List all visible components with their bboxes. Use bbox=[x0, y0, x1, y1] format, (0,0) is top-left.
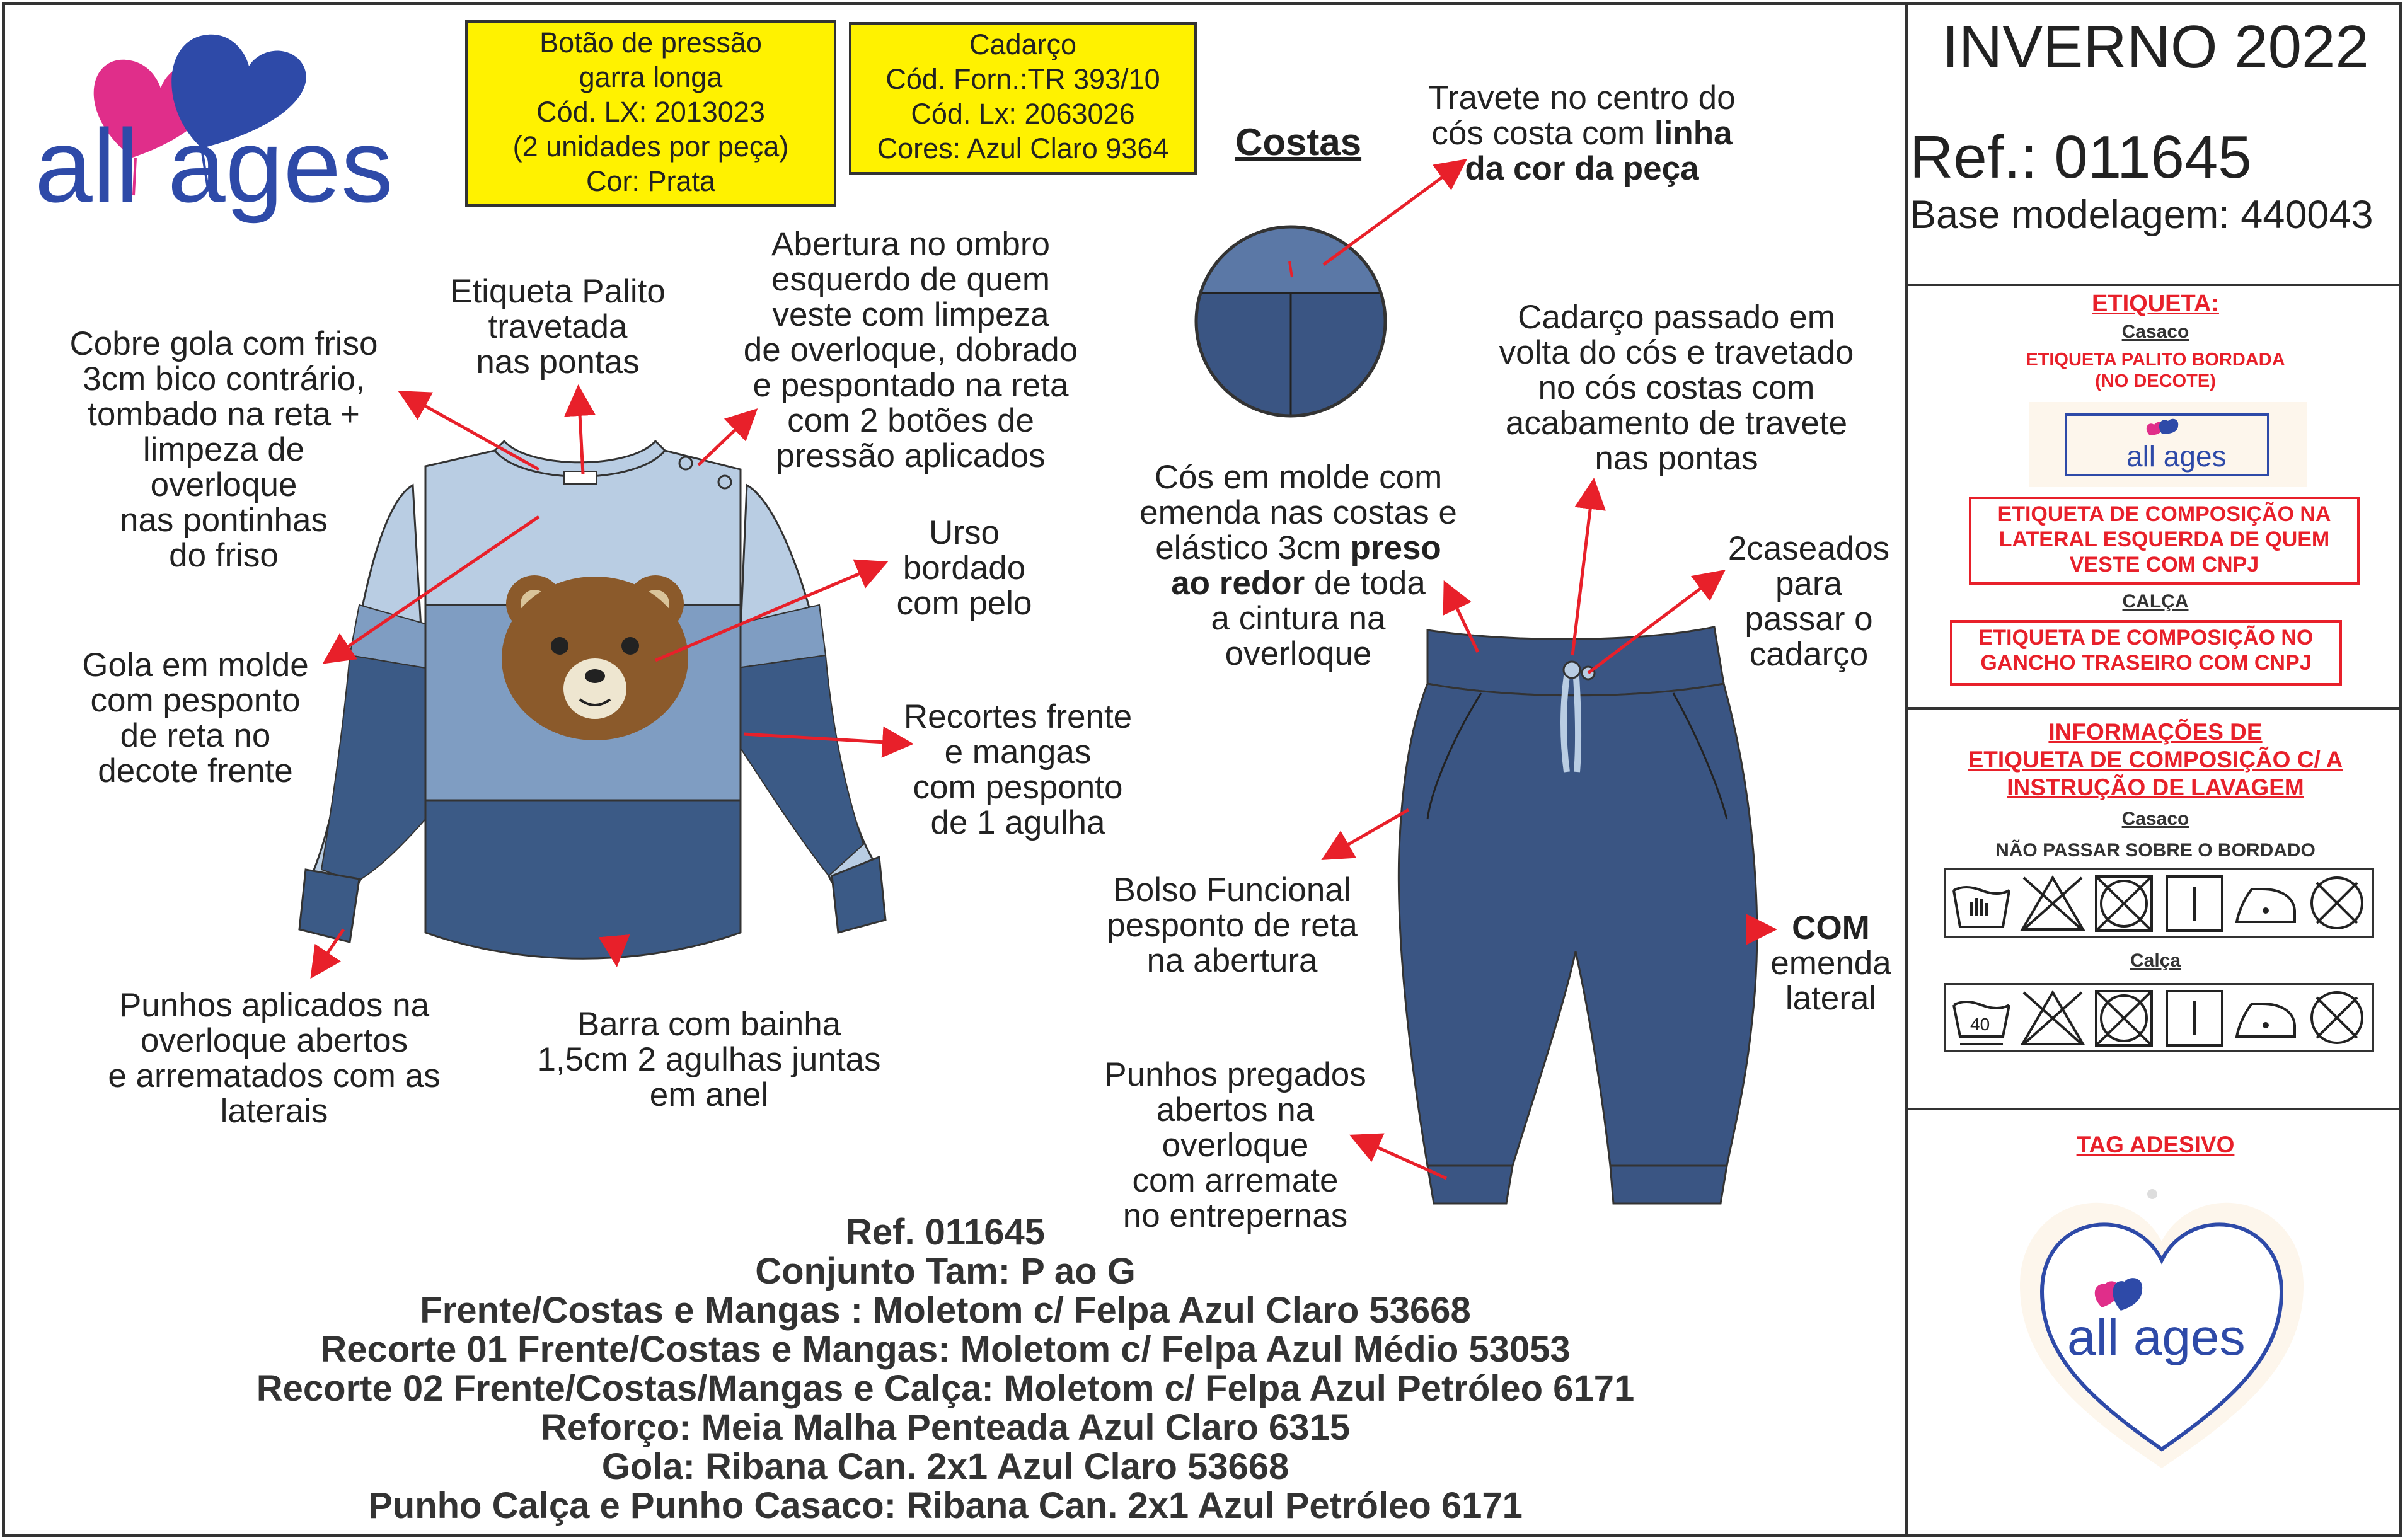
casaco-label: Casaco bbox=[2121, 321, 2189, 342]
etiqueta-palito-note: Etiqueta Palito travetada nas pontas bbox=[450, 273, 666, 381]
panel-divider-3 bbox=[1905, 1108, 2402, 1110]
spec-panel-1: Recorte 01 Frente/Costas e Mangas: Moletom c/ Felpa Azul Médio 53053 bbox=[320, 1329, 1571, 1370]
heart-tag bbox=[2001, 1185, 2322, 1481]
spec-cuffs: Punho Calça e Punho Casaco: Ribana Can. 2x1 Azul Petróleo 6171 bbox=[368, 1485, 1523, 1526]
no-tumble-dry-icon bbox=[2089, 871, 2159, 934]
spec-collar: Gola: Ribana Can. 2x1 Azul Claro 53668 bbox=[601, 1446, 1289, 1487]
composition-calca-box: ETIQUETA DE COMPOSIÇÃO NO GANCHO TRASEIRO COM CNPJ bbox=[1950, 620, 2342, 686]
pocket-note: Bolso Funcional pesponto de reta na abertura bbox=[1107, 871, 1358, 979]
palito-label-line2: (NO DECOTE) bbox=[2095, 371, 2216, 391]
no-dry-clean-icon bbox=[2302, 986, 2372, 1049]
drawcord-note: Cadarço Cód. Forn.:TR 393/10 Cód. Lx: 2063026 Cores: Azul Claro 9364 bbox=[849, 22, 1197, 175]
wash-symbols-casaco bbox=[1944, 868, 2374, 938]
collar-pattern-note: Gola em molde com pesponto de reta no decote frente bbox=[82, 646, 309, 790]
panel-divider bbox=[1905, 2, 1908, 1537]
pants bbox=[1399, 627, 1756, 1204]
season-title: INVERNO 2022 bbox=[1942, 13, 2369, 81]
no-iron-embroidery: NÃO PASSAR SOBRE O BORDADO bbox=[1995, 840, 2316, 861]
spec-panel-2: Recorte 02 Frente/Costas/Mangas e Calça: Moletom c/ Felpa Azul Petróleo 6171 bbox=[256, 1368, 1635, 1409]
side-seam-note: COM emenda lateral bbox=[1770, 909, 1891, 1017]
no-dry-clean-icon bbox=[2302, 871, 2372, 934]
composition-casaco-box: ETIQUETA DE COMPOSIÇÃO NA LATERAL ESQUERDA DE QUEM VESTE COM CNPJ bbox=[1969, 497, 2360, 585]
calca-label-2: Calça bbox=[2130, 950, 2181, 971]
snap-button-note: Botão de pressão garra longa Cód. LX: 2013023 (2 unidades por peça) Cor: Prata bbox=[465, 20, 836, 207]
leg-cuffs-note: Punhos pregados abertos na overloque com arremate no entrepernas bbox=[1104, 1056, 1366, 1234]
no-bleach-icon bbox=[2017, 871, 2088, 934]
tag-logo-text: all ages bbox=[2067, 1309, 2246, 1366]
wash-hand-icon bbox=[1946, 871, 2017, 934]
hem-note: Barra com bainha 1,5cm 2 agulhas juntas em anel bbox=[537, 1006, 881, 1113]
wash-40-icon bbox=[1946, 986, 2017, 1049]
casaco-label-2: Casaco bbox=[2121, 808, 2189, 829]
left-leg-cuff bbox=[1427, 1166, 1513, 1204]
calca-label: CALÇA bbox=[2122, 591, 2189, 612]
panel-divider-1 bbox=[1905, 284, 2402, 286]
wash-symbols-calca bbox=[1944, 983, 2374, 1052]
spec-reinforcement: Reforço: Meia Malha Penteada Azul Claro 6315 bbox=[541, 1407, 1350, 1448]
spec-ref: Ref. 011645 bbox=[845, 1212, 1046, 1253]
panel-divider-2 bbox=[1905, 707, 2402, 710]
line-dry-icon bbox=[2159, 871, 2230, 934]
info-title: INFORMAÇÕES DE ETIQUETA DE COMPOSIÇÃO C/ A INSTRUÇÃO DE LAVAGEM bbox=[1968, 719, 2343, 800]
right-leg-cuff bbox=[1610, 1166, 1727, 1204]
buttonholes-note: 2caseados para passar o cadarço bbox=[1727, 530, 1890, 673]
brand-logo bbox=[35, 35, 393, 224]
wash-temp: 40 bbox=[1970, 1014, 1990, 1034]
ref-number: Ref.: 011645 bbox=[1910, 124, 2252, 191]
no-bleach-icon bbox=[2017, 986, 2088, 1049]
back-waist-detail bbox=[1194, 224, 1390, 419]
line-dry-icon bbox=[2159, 986, 2230, 1049]
cuffs-note: Punhos aplicados na overloque abertos e arrematados com as laterais bbox=[108, 987, 441, 1130]
travete-note: Travete no centro do cós costa com linha da cor da peça bbox=[1428, 79, 1736, 187]
etiqueta-title: ETIQUETA: bbox=[2092, 290, 2219, 317]
bear-note: Urso bordado com pelo bbox=[896, 514, 1032, 622]
label-logo-text: all ages bbox=[2126, 440, 2227, 473]
panels-note: Recortes frente e mangas com pesponto de 1 agulha bbox=[903, 698, 1133, 841]
iron-low-icon bbox=[2230, 986, 2301, 1049]
spec-main-fabric: Frente/Costas e Mangas : Moletom c/ Felpa Azul Claro 53668 bbox=[420, 1290, 1471, 1331]
base-pattern: Base modelagem: 440043 bbox=[1910, 193, 2373, 237]
collar-cover-note: Cobre gola com friso 3cm bico contrário, tombado na reta + limpeza de overloque nas pontinhas do friso bbox=[69, 325, 378, 574]
shoulder-opening-note: Abertura no ombro esquerdo de quem veste com limpeza de overloque, dobrado e pespontado na reta com 2 botões de pressão aplicados bbox=[743, 226, 1078, 474]
tag-title: TAG ADESIVO bbox=[2076, 1132, 2235, 1158]
costas-title: Costas bbox=[1235, 121, 1362, 163]
drawcord-route-note: Cadarço passado em volta do cós e travetado no cós costas com acabamento de travete nas pontas bbox=[1499, 299, 1854, 477]
left-cuff bbox=[299, 870, 359, 942]
no-tumble-dry-icon bbox=[2089, 986, 2159, 1049]
iron-low-icon bbox=[2230, 871, 2301, 934]
body-bottom bbox=[425, 800, 741, 958]
waistband-note: Cós em molde com emenda nas costas e elástico 3cm preso ao redor de toda a cintura na overloque bbox=[1139, 459, 1457, 672]
spec-sizes: Conjunto Tam: P ao G bbox=[755, 1251, 1136, 1292]
logo-text: all ages bbox=[35, 108, 393, 224]
palito-label-line1: ETIQUETA PALITO BORDADA bbox=[2026, 350, 2285, 370]
embroidered-label bbox=[2029, 402, 2307, 487]
